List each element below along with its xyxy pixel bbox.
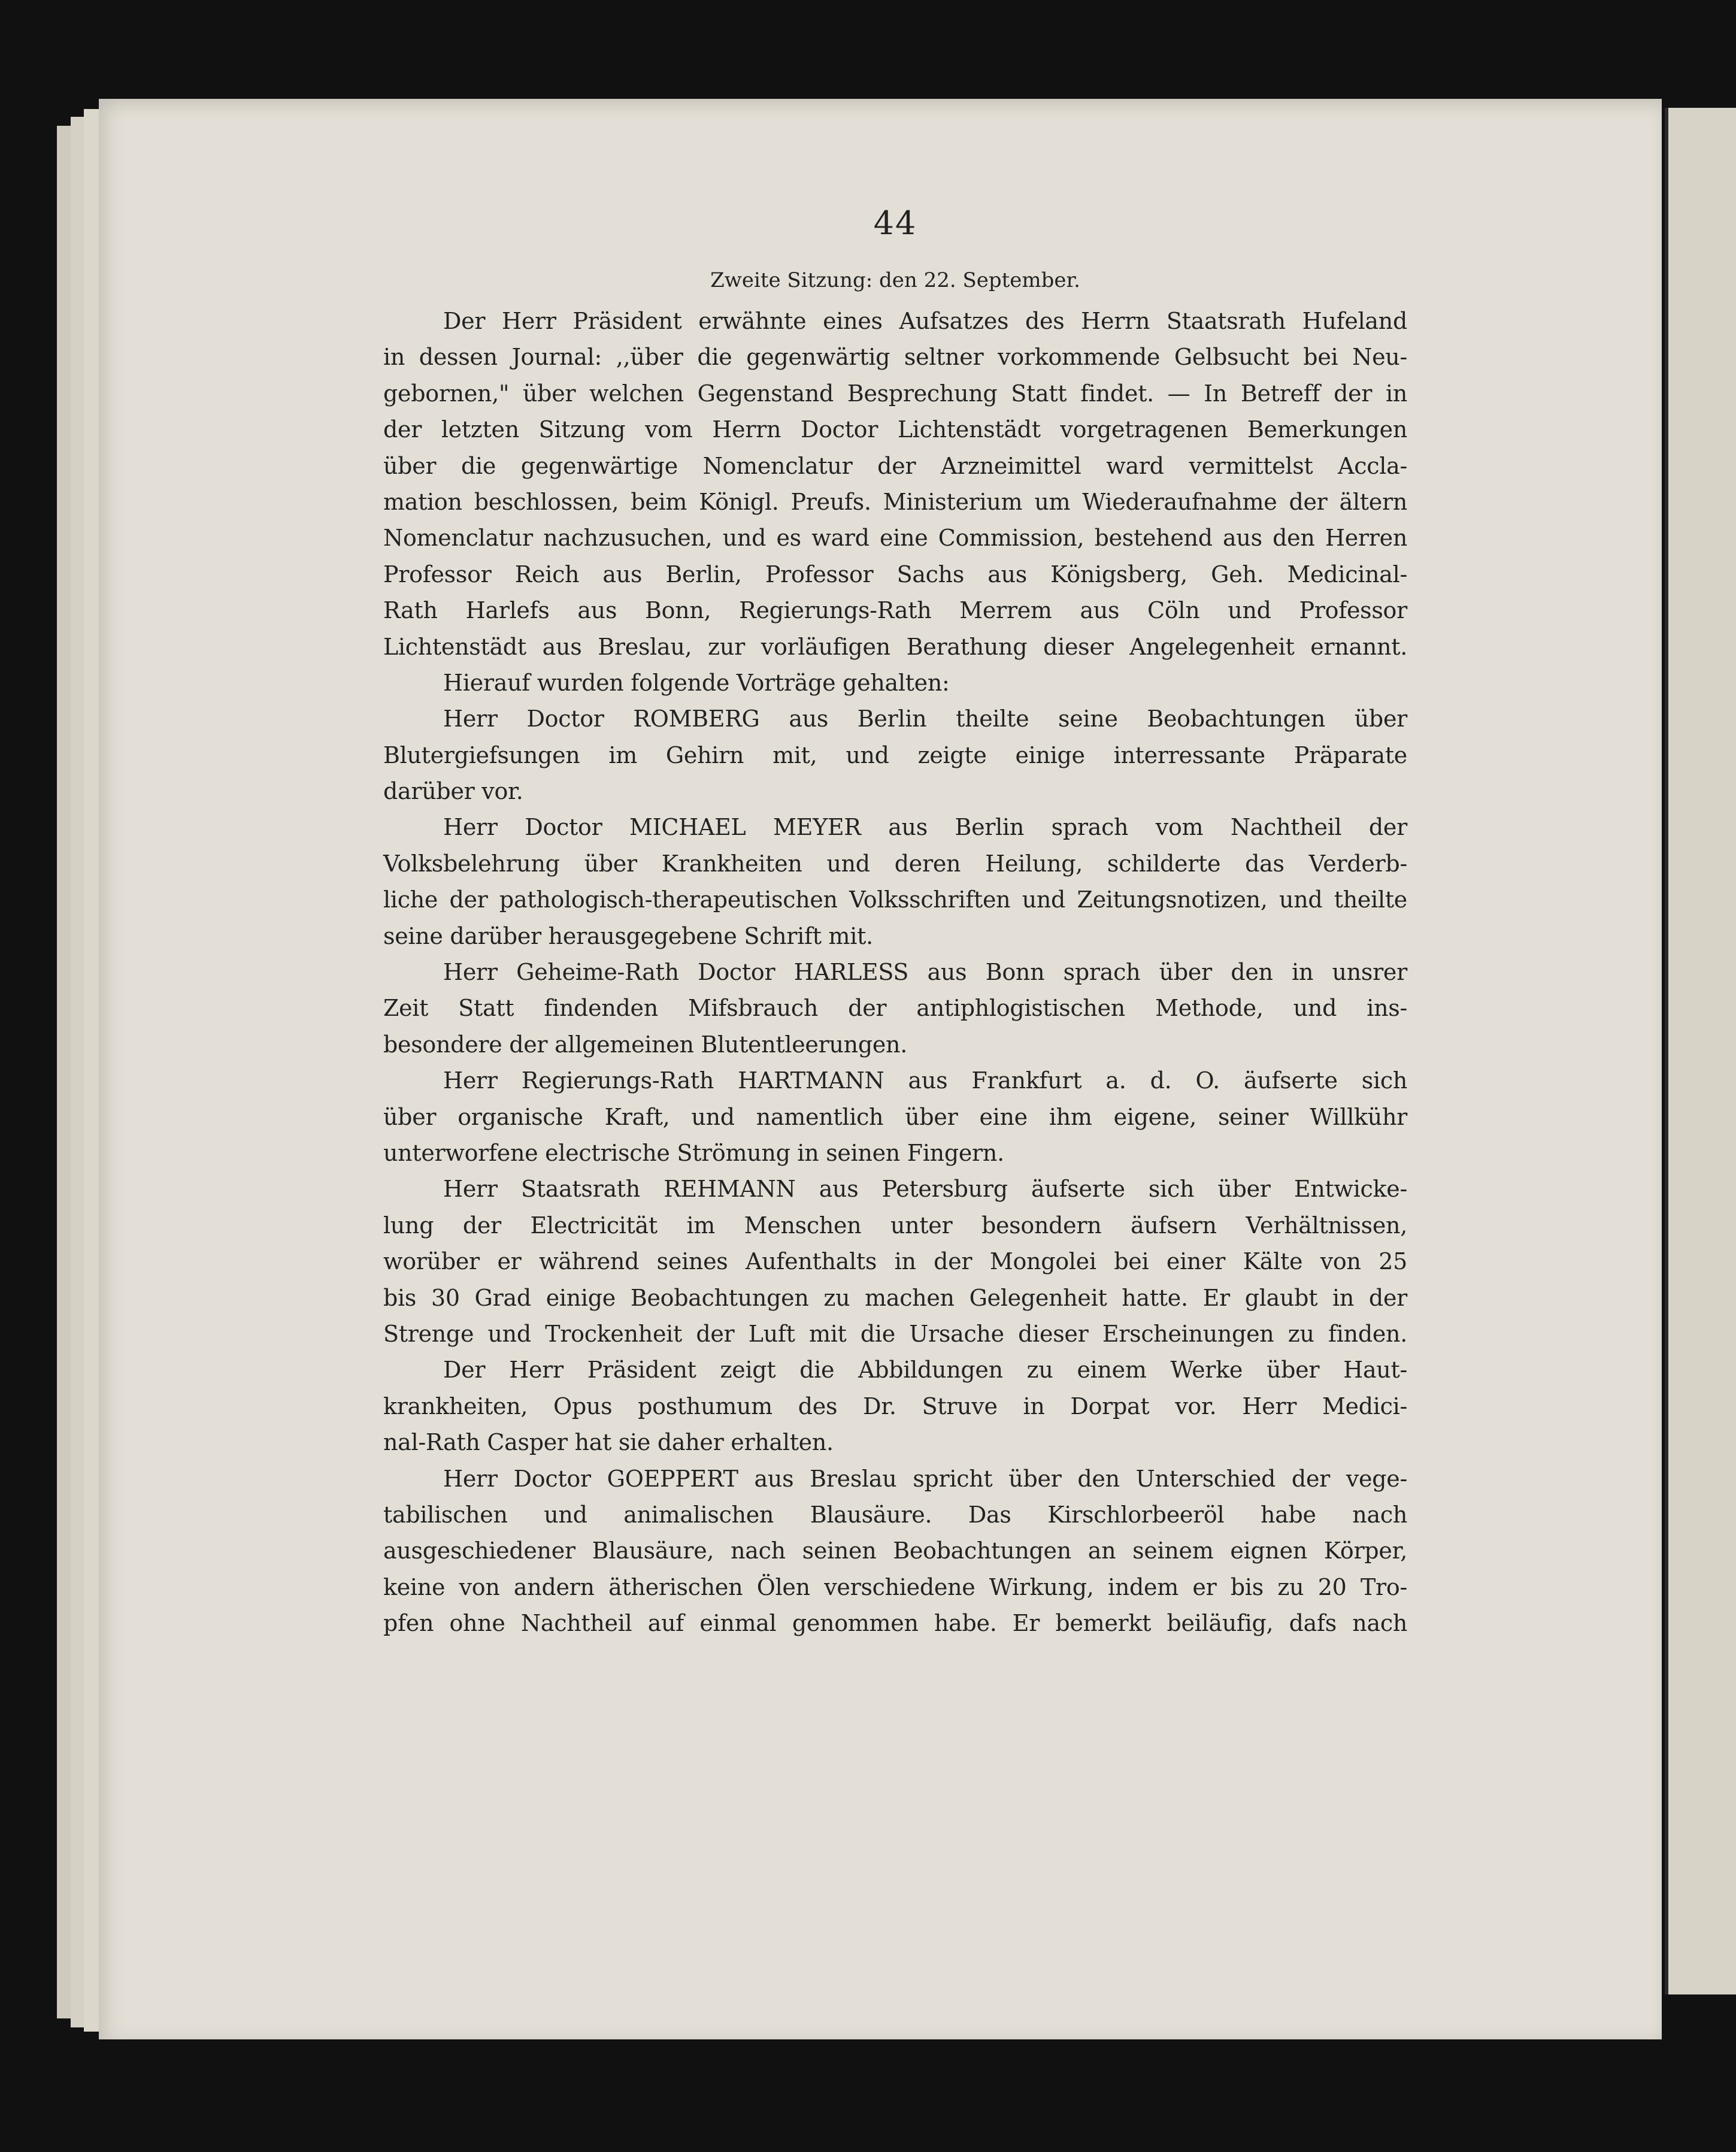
text-line: Rath Harlefs aus Bonn, Regierungs-Rath Merrem aus Cöln und Professor [383, 597, 1407, 624]
text-line: gebornen," über welchen Gegenstand Besprechung Statt findet. — In Betreff der in [383, 380, 1407, 407]
text-line: worüber er während seines Aufenthalts in der Mongolei bei einer Kälte von 25 [383, 1248, 1407, 1275]
text-line: Blutergiefsungen im Gehirn mit, und zeigte einige interressante Präparate [383, 741, 1407, 768]
text-line: Lichtenstädt aus Breslau, zur vorläufigen Berathung dieser Angelegenheit ernannt. [383, 633, 1407, 660]
text-line: Herr Doctor ROMBERG aus Berlin theilte seine Beobachtungen über [443, 706, 1407, 733]
text-line: über organische Kraft, und namentlich über eine ihm eigene, seiner Willkühr [383, 1103, 1407, 1130]
text-line: liche der pathologisch-therapeutischen Volksschriften und Zeitungsnotizen, und theilte [383, 886, 1407, 913]
text-line: in dessen Journal: ,,über die gegenwärtig seltner vorkommende Gelbsucht bei Neu- [383, 344, 1407, 371]
page-number: 44 [873, 204, 917, 242]
text-line: besondere der allgemeinen Blutentleerungen. [383, 1031, 907, 1058]
text-line: Herr Staatsrath REHMANN aus Petersburg äufserte sich über Entwicke- [443, 1176, 1407, 1203]
text-line: Hierauf wurden folgende Vorträge gehalten: [443, 669, 950, 696]
text-line: seine darüber herausgegebene Schrift mit. [383, 922, 873, 949]
text-line: unterworfene electrische Strömung in seinen Fingern. [383, 1139, 1004, 1166]
text-line: tabilischen und animalischen Blausäure. Das Kirschlorbeeröl habe nach [383, 1501, 1407, 1528]
text-line: der letzten Sitzung vom Herrn Doctor Lichtenstädt vorgetragenen Bemerkungen [383, 416, 1407, 443]
text-line: mation beschlossen, beim Königl. Preufs. Ministerium um Wiederaufnahme der ältern [383, 488, 1407, 515]
adjacent-page [1665, 108, 1736, 1994]
text-line: krankheiten, Opus posthumum des Dr. Struve in Dorpat vor. Herr Medici- [383, 1393, 1407, 1419]
text-line: Herr Doctor GOEPPERT aus Breslau spricht über den Unterschied der vege- [443, 1465, 1407, 1492]
text-line: Herr Geheime-Rath Doctor HARLESS aus Bonn sprach über den in unsrer [443, 959, 1407, 986]
text-line: Volksbelehrung über Krankheiten und deren Heilung, schilderte das Verderb- [383, 850, 1407, 877]
text-line: Der Herr Präsident zeigt die Abbildungen zu einem Werke über Haut- [443, 1357, 1407, 1384]
text-line: darüber vor. [383, 778, 523, 805]
text-line: nal-Rath Casper hat sie daher erhalten. [383, 1429, 834, 1456]
text-line: Nomenclatur nachzusuchen, und es ward eine Commission, bestehend aus den Herren [383, 525, 1407, 552]
text-line: pfen ohne Nachtheil auf einmal genommen habe. Er bemerkt beiläufig, dafs nach [383, 1610, 1407, 1637]
session-heading: Zweite Sitzung: den 22. September. [710, 268, 1080, 292]
text-line: lung der Electricität im Menschen unter besondern äufsern Verhältnissen, [383, 1212, 1407, 1239]
text-line: Herr Regierungs-Rath HARTMANN aus Frankfurt a. d. O. äufserte sich [443, 1067, 1407, 1094]
text-line: Professor Reich aus Berlin, Professor Sachs aus Königsberg, Geh. Medicinal- [383, 561, 1407, 588]
text-line: über die gegenwärtige Nomenclatur der Arzneimittel ward vermittelst Accla- [383, 452, 1407, 479]
text-line: keine von andern ätherischen Ölen verschiedene Wirkung, indem er bis zu 20 Tro- [383, 1573, 1407, 1600]
text-line: bis 30 Grad einige Beobachtungen zu machen Gelegenheit hatte. Er glaubt in der [383, 1284, 1407, 1311]
text-line: Herr Doctor MICHAEL MEYER aus Berlin sprach vom Nachtheil der [443, 814, 1407, 841]
text-line: Strenge und Trockenheit der Luft mit die Ursache dieser Erscheinungen zu finden. [383, 1320, 1407, 1347]
text-line: ausgeschiedener Blausäure, nach seinen Beobachtungen an seinem eignen Körper, [383, 1537, 1407, 1564]
page-content [383, 202, 1407, 1641]
text-line: Zeit Statt findenden Mifsbrauch der antiphlogistischen Methode, und ins- [383, 995, 1407, 1022]
text-line: Der Herr Präsident erwähnte eines Aufsatzes des Herrn Staatsrath Hufeland [443, 308, 1407, 334]
body-text [383, 303, 1407, 1641]
